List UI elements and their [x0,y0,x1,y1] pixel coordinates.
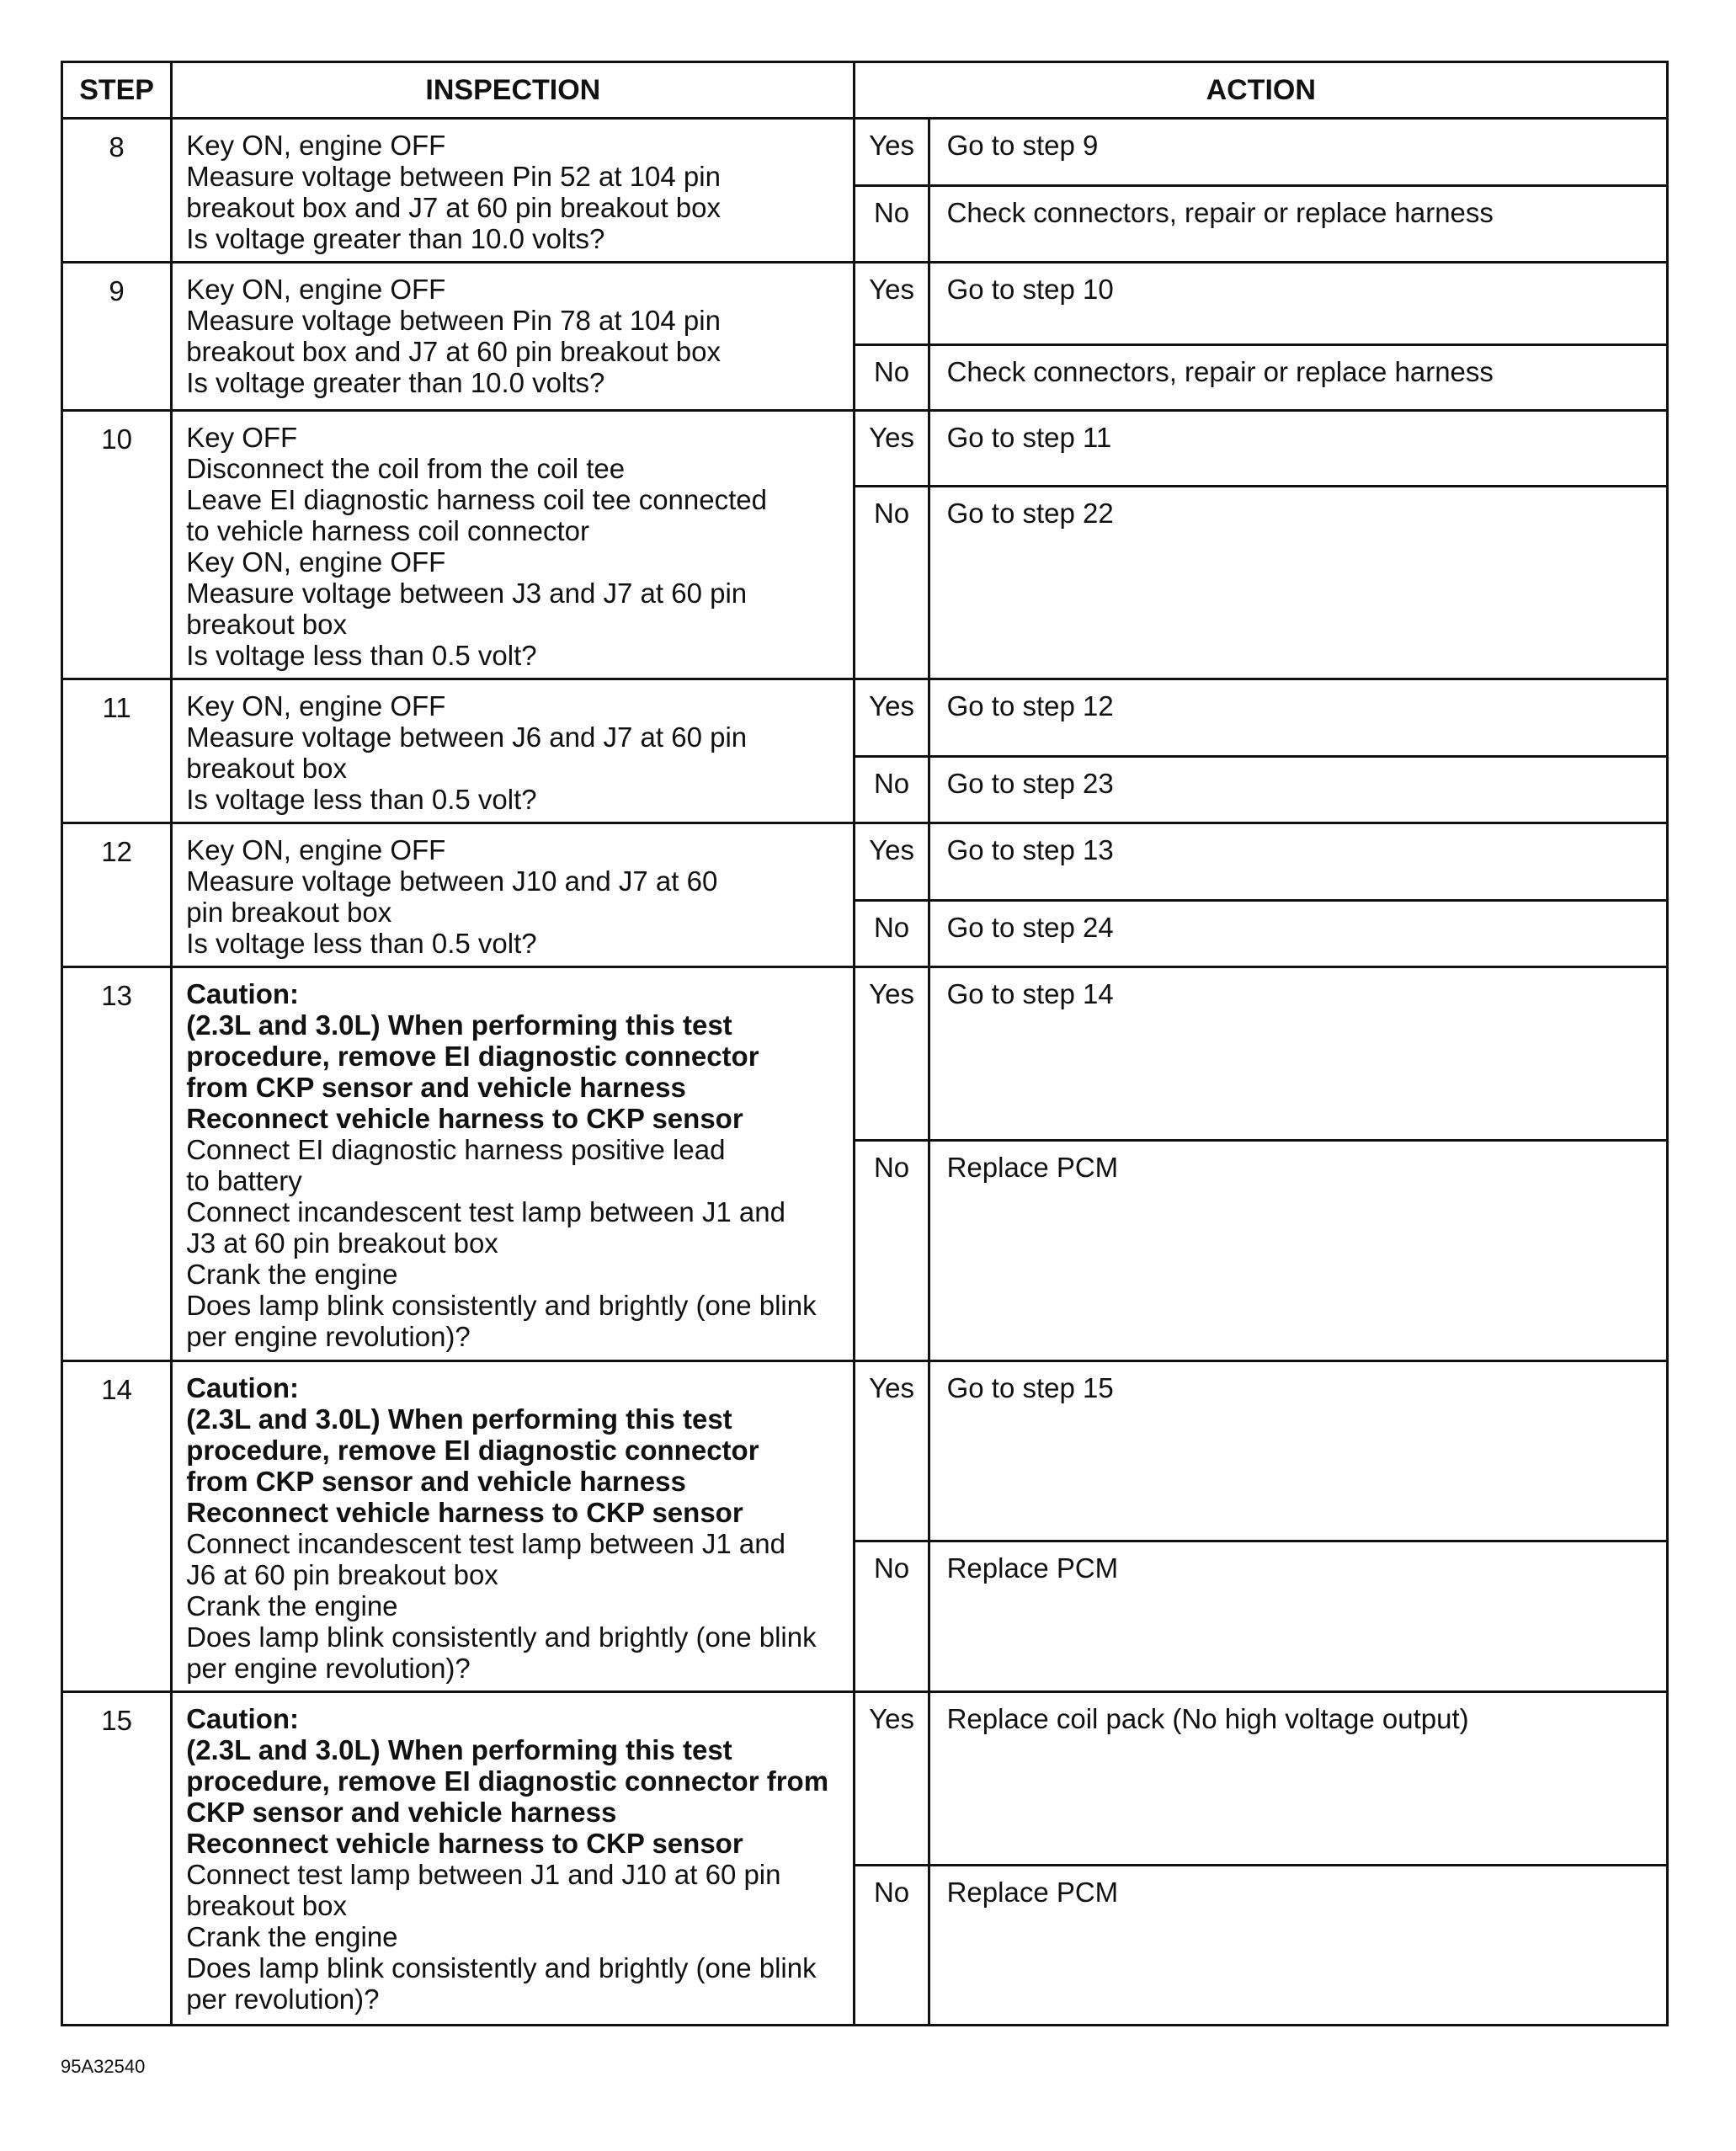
caution-line: from CKP sensor and vehicle harness [186,1072,686,1103]
caution-line: from CKP sensor and vehicle harness [186,1466,686,1497]
no-label: No [855,1541,929,1692]
inspection-line: J6 at 60 pin breakout box [186,1559,498,1590]
inspection-line: Connect incandescent test lamp between J1 and [186,1528,785,1559]
header-action: ACTION [855,62,1668,119]
inspection-line: Key ON, engine OFF [186,274,446,305]
caution-line: procedure, remove EI diagnostic connector from [186,1765,829,1797]
caution-line: CKP sensor and vehicle harness [186,1797,617,1828]
no-action: Check connectors, repair or replace harness [929,185,1667,262]
yes-action: Go to step 11 [929,411,1667,487]
inspection-line: breakout box [186,1890,348,1921]
yes-action: Go to step 14 [929,967,1667,1141]
inspection-cell [172,679,855,823]
caution-line: Caution: [186,978,300,1009]
inspection-cell [172,119,855,263]
inspection-line: Is voltage less than 0.5 volt? [186,784,537,815]
no-action: Go to step 23 [929,756,1667,823]
yes-label: Yes [855,263,929,345]
inspection-line: breakout box [186,609,348,640]
yes-action: Go to step 13 [929,823,1667,901]
step-number: 9 [62,263,172,411]
no-action: Go to step 24 [929,900,1667,966]
diagnostic-table [61,61,1669,2026]
no-label: No [855,487,929,679]
caution-line: Caution: [186,1372,300,1403]
table-row [62,1692,1668,1866]
yes-label: Yes [855,1692,929,1866]
table-row [62,823,1668,901]
inspection-line: pin breakout box [186,897,392,928]
inspection-line: Crank the engine [186,1259,398,1290]
inspection-line: Key ON, engine OFF [186,546,446,578]
table-body [62,119,1668,2026]
yes-action: Go to step 9 [929,119,1667,186]
no-action: Go to step 22 [929,487,1667,679]
caution-line: (2.3L and 3.0L) When performing this test [186,1009,732,1041]
inspection-line: breakout box and J7 at 60 pin breakout box [186,192,721,223]
yes-label: Yes [855,411,929,487]
no-label: No [855,900,929,966]
inspection-cell [172,967,855,1361]
inspection-line: Measure voltage between Pin 78 at 104 pin [186,305,721,336]
no-label: No [855,756,929,823]
yes-label: Yes [855,679,929,757]
caution-line: procedure, remove EI diagnostic connector [186,1041,759,1072]
inspection-line: to vehicle harness coil connector [186,515,589,546]
caution-line: Reconnect vehicle harness to CKP sensor [186,1497,743,1528]
step-number: 10 [62,411,172,679]
step-number: 14 [62,1361,172,1692]
step-number: 13 [62,967,172,1361]
step-number: 11 [62,679,172,823]
yes-label: Yes [855,119,929,186]
yes-label: Yes [855,967,929,1141]
inspection-line: Key ON, engine OFF [186,690,446,721]
inspection-line: Is voltage less than 0.5 volt? [186,928,537,959]
inspection-line: Crank the engine [186,1590,398,1621]
inspection-line: Measure voltage between Pin 52 at 104 pin [186,161,721,192]
inspection-line: Key ON, engine OFF [186,834,446,865]
inspection-line: Does lamp blink consistently and brightly (one blink [186,1952,817,1983]
inspection-line: per engine revolution)? [186,1653,471,1684]
yes-label: Yes [855,823,929,901]
inspection-line: Does lamp blink consistently and brightly (one blink [186,1290,817,1321]
no-label: No [855,345,929,411]
inspection-line: Key ON, engine OFF [186,130,446,161]
yes-label: Yes [855,1361,929,1541]
table-row [62,967,1668,1141]
inspection-cell [172,1692,855,2026]
header-inspection: INSPECTION [172,62,855,119]
no-action: Replace PCM [929,1141,1667,1361]
inspection-line: Is voltage greater than 10.0 volts? [186,223,605,254]
inspection-line: Leave EI diagnostic harness coil tee connected [186,484,767,515]
caution-line: Reconnect vehicle harness to CKP sensor [186,1828,743,1859]
inspection-line: breakout box [186,753,348,784]
header-row [62,62,1668,119]
figure-code: 95A32540 [61,2056,146,2077]
no-action: Replace PCM [929,1541,1667,1692]
inspection-line: breakout box and J7 at 60 pin breakout box [186,336,721,367]
step-number: 12 [62,823,172,967]
no-action: Check connectors, repair or replace harness [929,345,1667,411]
caution-line: Caution: [186,1703,300,1734]
inspection-line: J3 at 60 pin breakout box [186,1227,498,1259]
inspection-line: Measure voltage between J10 and J7 at 60 [186,865,718,897]
no-label: No [855,185,929,262]
inspection-line: to battery [186,1165,302,1196]
yes-action: Go to step 15 [929,1361,1667,1541]
inspection-line: Connect EI diagnostic harness positive lead [186,1134,726,1165]
caution-line: Reconnect vehicle harness to CKP sensor [186,1103,743,1134]
table-row [62,119,1668,186]
inspection-line: per revolution)? [186,1983,380,2015]
inspection-cell [172,1361,855,1692]
inspection-line: Key OFF [186,422,298,453]
table-row [62,263,1668,345]
inspection-line: Connect incandescent test lamp between J1 and [186,1196,785,1227]
caution-line: (2.3L and 3.0L) When performing this test [186,1734,732,1765]
yes-action: Replace coil pack (No high voltage output) [929,1692,1667,1866]
diagnostic-table-document [61,61,1669,2047]
caution-line: (2.3L and 3.0L) When performing this test [186,1403,732,1435]
inspection-line: Disconnect the coil from the coil tee [186,453,626,484]
inspection-line: Measure voltage between J6 and J7 at 60 pin [186,721,748,753]
no-label: No [855,1141,929,1361]
step-number: 15 [62,1692,172,2026]
inspection-line: Crank the engine [186,1921,398,1952]
inspection-cell [172,263,855,411]
inspection-line: Measure voltage between J3 and J7 at 60 pin [186,578,748,609]
inspection-line: Connect test lamp between J1 and J10 at 60 pin [186,1859,781,1890]
yes-action: Go to step 12 [929,679,1667,757]
inspection-line: Does lamp blink consistently and brightly (one blink [186,1621,817,1653]
inspection-line: Is voltage less than 0.5 volt? [186,640,537,671]
table-row [62,1361,1668,1541]
no-label: No [855,1866,929,2026]
inspection-cell [172,823,855,967]
no-action: Replace PCM [929,1866,1667,2026]
step-number: 8 [62,119,172,263]
inspection-line: Is voltage greater than 10.0 volts? [186,367,605,398]
table-row [62,679,1668,757]
yes-action: Go to step 10 [929,263,1667,345]
caution-line: procedure, remove EI diagnostic connector [186,1435,759,1466]
inspection-line: per engine revolution)? [186,1321,471,1352]
header-step: STEP [62,62,172,119]
inspection-cell [172,411,855,679]
table-row [62,411,1668,487]
